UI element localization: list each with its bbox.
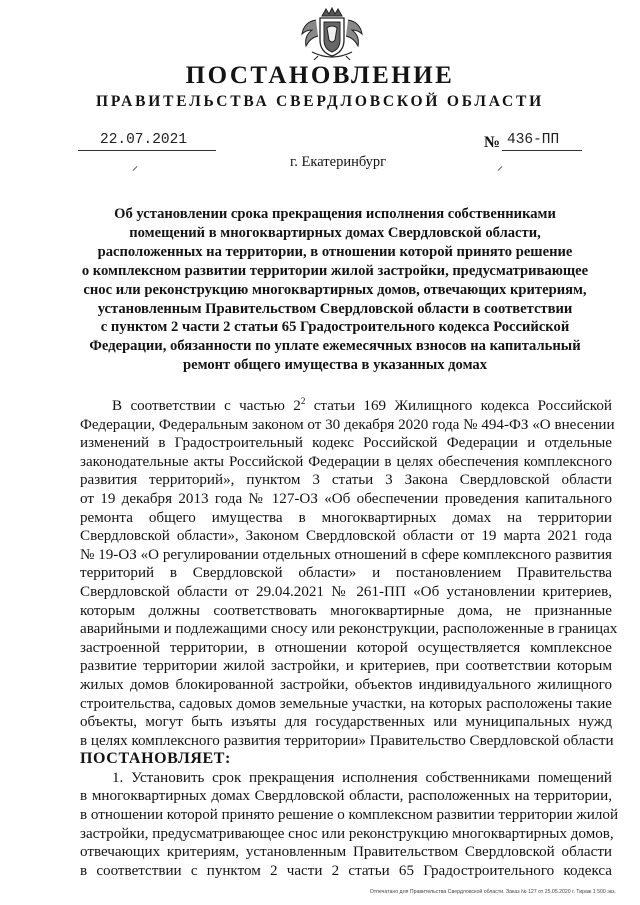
margin-tick-mark <box>133 166 138 171</box>
body-line: Свердловской области от 29.04.2021 № 261-ПП «Об установлении критериев, <box>80 583 612 600</box>
heading-line: снос или реконструкцию многоквартирных домов, отвечающих критериям, <box>83 281 587 298</box>
item-line: в многоквартирных домах Свердловской области, расположенных на территории, <box>80 788 612 805</box>
body-line: жилых домов блокированной застройки, объектов индивидуального жилищного <box>80 676 612 693</box>
document-body <box>80 396 619 880</box>
document-subtitle: ПРАВИТЕЛЬСТВА СВЕРДЛОВСКОЙ ОБЛАСТИ <box>96 93 544 110</box>
body-line: территорий в Свердловской области» и постановлением Правительства <box>80 565 612 582</box>
body-line: объекты, могут быть изъяты для государственных или муниципальных нужд <box>80 714 612 731</box>
heading-line: о комплексном развитии территории жилой застройки, предусматривающее <box>81 262 589 279</box>
body-line: которым должны соответствовать многоквартирные дома, не признанные <box>80 602 612 619</box>
heading-line: с пунктом 2 части 2 статьи 65 Градостроительного кодекса Российской <box>100 319 570 336</box>
item-line: 1. Установить срок прекращения исполнения собственниками помещений <box>112 769 612 786</box>
body-line: в целях комплексного развития территории» Правительство Свердловской области <box>80 732 614 749</box>
body-line: аварийными и подлежащими сносу или реконструкции, расположенные в границах <box>80 621 618 638</box>
document-heading <box>70 205 600 375</box>
body-line: № 19-ОЗ «О регулировании отдельных отношений в сфере комплексного развития <box>80 546 612 563</box>
body-line: застроенной территории, в отношении которой осуществляется комплексное <box>80 639 612 656</box>
document-date: 22.07.2021 <box>100 132 188 148</box>
coat-of-arms-emblem <box>296 6 368 62</box>
date-underline <box>78 150 216 151</box>
item-line: отвечающих критериям, установленным Правительством Свердловской области <box>80 844 612 861</box>
body-text: статьи 169 Жилищного кодекса Российской <box>305 398 612 414</box>
body-line: от 19 декабря 2013 года № 127-ОЗ «Об обеспечении проведения капитального <box>80 490 612 507</box>
item-line: в отношении которой принято решение о комплексном развитии территории жилой <box>80 807 619 824</box>
heading-line: Федерации, обязанности по уплате ежемесячных взносов на капитальный <box>89 338 581 355</box>
resolves-heading: ПОСТАНОВЛЯЕТ: <box>80 750 231 768</box>
body-line-first <box>80 397 612 416</box>
heading-line: ремонт общего имущества в указанных домах <box>182 357 488 374</box>
document-title: ПОСТАНОВЛЕНИЕ <box>185 62 455 89</box>
heading-line: установленным Правительством Свердловской области в соответствии <box>97 300 573 317</box>
document-number: 436-ПП <box>507 132 560 148</box>
body-line: изменений в Градостроительный кодекс Российской Федерации и отдельные <box>80 435 612 452</box>
heading-line: помещений в многоквартирных домах Свердловской области, <box>129 224 541 241</box>
print-footer: Отпечатано для Правительства Свердловской области. Заказ № 127 от 25.05.2020 г. Тираж 1 500 экз. <box>369 889 616 895</box>
number-underline <box>502 150 582 151</box>
body-line: Свердловской области», Законом Свердловской области от 19 марта 2021 года <box>80 528 612 545</box>
superscript: 2 <box>300 396 306 406</box>
body-text: В соответствии с частью 2 <box>112 398 301 414</box>
body-line: развитие территории жилой застройки, и критериев, при соответствии которым <box>80 658 612 675</box>
number-sign: № <box>484 134 501 151</box>
item-line: застройки, предусматривающее снос или реконструкцию многоквартирных домов, <box>80 825 614 842</box>
body-line: законодательные акты Российской Федерации в целях обеспечения комплексного <box>80 453 612 470</box>
body-line: Федерации, Федеральным законом от 30 декабря 2020 года № 494-ФЗ «О внесении <box>80 416 615 433</box>
heading-line: расположенных на территории, в отношении которой принято решение <box>97 243 573 260</box>
body-line: строительства, садовых домов земельные участки, на которых расположены такие <box>80 695 612 712</box>
body-line: ремонта общего имущества в многоквартирных домах на территории <box>80 509 612 526</box>
body-line: развития территорий», пунктом 3 статьи 3 Закона Свердловской области <box>80 472 612 489</box>
item-line: в соответствии с пунктом 2 части 2 статьи 65 Градостроительного кодекса <box>80 862 612 879</box>
margin-tick-mark <box>498 166 503 171</box>
city-name: г. Екатеринбург <box>290 154 387 170</box>
heading-line: Об установлении срока прекращения исполнения собственниками <box>114 206 556 222</box>
